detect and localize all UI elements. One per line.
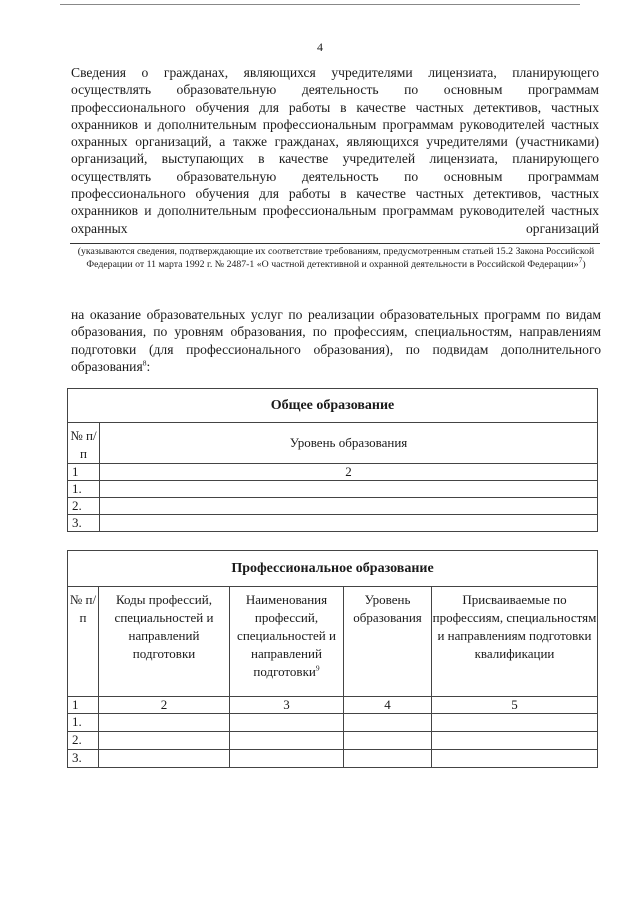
general-table-caption: Общее образование <box>68 389 598 423</box>
professional-row-cell <box>432 750 598 768</box>
table-row <box>68 515 598 532</box>
professional-row-cell <box>344 714 432 732</box>
professional-header-qualifications: Присваиваемые по профессиям, специальностям и направлениям подготовки квалификации <box>432 587 598 697</box>
professional-row-cell <box>432 714 598 732</box>
professional-colnum-2: 2 <box>99 697 230 714</box>
general-row-cell <box>100 515 598 532</box>
page-number: 4 <box>317 40 323 54</box>
professional-education-table <box>67 550 598 768</box>
footnote-instruction <box>72 245 600 271</box>
table-row <box>68 481 598 498</box>
general-row-number: 3. <box>68 515 100 532</box>
general-education-table <box>67 388 598 532</box>
footnote-ref-8: 8 <box>142 358 147 368</box>
table-row <box>68 750 598 768</box>
professional-header-codes: Коды профессий, специальностей и направлений подготовки <box>99 587 230 697</box>
professional-row-cell <box>99 732 230 750</box>
footnote-close: ) <box>582 259 586 270</box>
professional-row-cell <box>230 714 344 732</box>
paragraph-founders: Сведения о гражданах, являющихся учредителями лицензиата, планирующего осуществлять образовательную деятельность по основным программам профессионального обучения для работы в качестве частных детективов, частных охранников и дополнительным профессиональным программам руководителей частных охранных организаций, а также гражданах, являющихся учредителями (участниками) организаций, выступающих в качестве учредителей лицензиата, планирующего осуществлять образовательную деятельность по основным программам профессионального обучения для работы в качестве частных детективов, частных охранников и дополнительным профессиональным программам руководителей частных охранных организаций <box>71 65 599 236</box>
professional-row-cell <box>344 750 432 768</box>
professional-header-level: Уровень образования <box>344 587 432 697</box>
paragraph-services-text: на оказание образовательных услуг по реализации образовательных программ по видам образования, по уровням образования, по профессиям, специальностям, направлениям подготовки (для профессионального образования), по подвидам дополнительного образования <box>71 307 601 374</box>
professional-colnum-3: 3 <box>230 697 344 714</box>
professional-header-names-text: Наименования профессий, специальностей и направлений подготовки <box>237 592 336 679</box>
professional-row-cell <box>432 732 598 750</box>
professional-header-names <box>230 587 344 697</box>
paragraph-services-end: : <box>146 358 151 374</box>
professional-row-cell <box>344 732 432 750</box>
professional-header-number: № п/п <box>68 587 99 697</box>
footnote-ref-9: 9 <box>315 663 320 673</box>
professional-row-number: 2. <box>68 732 99 750</box>
professional-colnum-4: 4 <box>344 697 432 714</box>
professional-row-cell <box>230 732 344 750</box>
table-row <box>68 498 598 515</box>
professional-table-caption: Профессиональное образование <box>68 551 598 587</box>
general-row-cell <box>100 481 598 498</box>
footnote-text: (указываются сведения, подтверждающие их соответствие требованиям, предусмотренным статьей 15.2 Закона Российской Федерации от 11 марта 1992 г. № 2487-1 «О частной детективной и охранной деятельности в Российской Федерации» <box>77 246 595 270</box>
general-colnum-2: 2 <box>100 464 598 481</box>
professional-row-cell <box>99 750 230 768</box>
top-border-line <box>60 4 580 5</box>
general-row-number: 1. <box>68 481 100 498</box>
professional-colnum-1: 1 <box>68 697 99 714</box>
paragraph-services <box>71 306 601 375</box>
footnote-ref-7: 7 <box>578 255 583 265</box>
general-colnum-1: 1 <box>68 464 100 481</box>
professional-row-cell <box>230 750 344 768</box>
professional-colnum-5: 5 <box>432 697 598 714</box>
footnote-rule <box>70 243 600 244</box>
table-row <box>68 714 598 732</box>
professional-row-number: 1. <box>68 714 99 732</box>
professional-row-cell <box>99 714 230 732</box>
general-header-number: № п/п <box>68 423 100 464</box>
general-row-cell <box>100 498 598 515</box>
table-row <box>68 732 598 750</box>
general-header-level: Уровень образования <box>100 423 598 464</box>
professional-row-number: 3. <box>68 750 99 768</box>
general-row-number: 2. <box>68 498 100 515</box>
